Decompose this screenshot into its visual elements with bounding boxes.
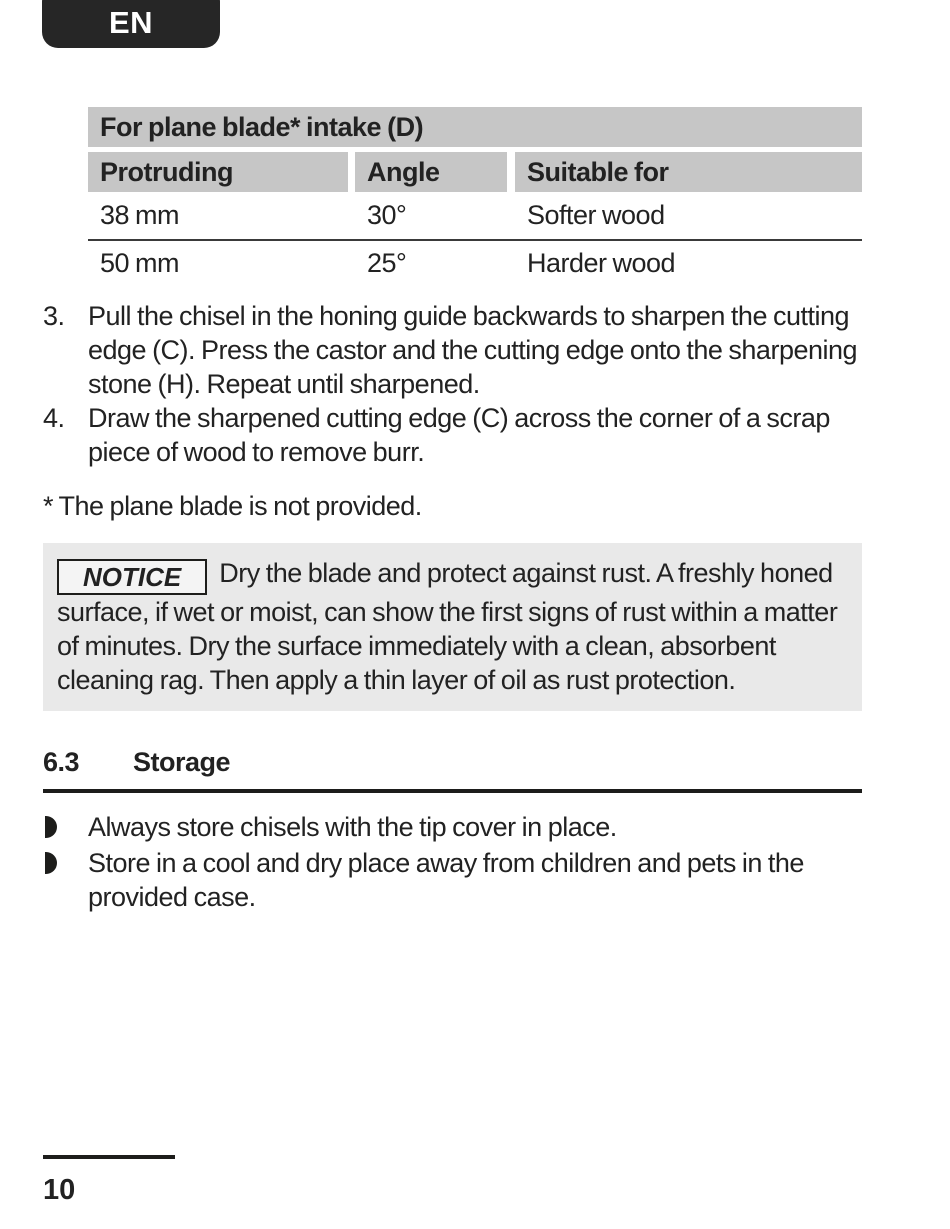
step-number: 3. — [43, 301, 65, 331]
table-title: For plane blade* intake (D) — [88, 107, 862, 147]
half-circle-bullet-icon — [45, 816, 57, 838]
list-item — [43, 846, 862, 914]
table-cell-angle: 25° — [367, 248, 407, 278]
step-text: Pull the chisel in the honing guide backwards to sharpen the cutting edge (C). Press the castor and the cutting edge onto the sharpening stone (H). Repeat until sharpened. — [88, 301, 858, 399]
instruction-steps — [43, 299, 862, 469]
step-item — [43, 401, 862, 469]
table-header-row — [88, 152, 862, 192]
notice-paragraph — [57, 556, 848, 697]
list-item-text: Always store chisels with the tip cover in place. — [88, 812, 617, 842]
footnote: * The plane blade is not provided. — [43, 491, 422, 521]
manual-page-content — [43, 0, 862, 914]
notice-box — [43, 543, 862, 711]
language-badge-label: EN — [108, 5, 154, 40]
section-number: 6.3 — [43, 747, 80, 777]
step-item — [43, 299, 862, 401]
table-header-protruding: Protruding — [88, 152, 348, 192]
section-title: Storage — [133, 747, 231, 777]
table-cell-suitable-for: Softer wood — [527, 200, 665, 230]
table-header-suitable-for: Suitable for — [515, 152, 862, 192]
list-item — [43, 810, 862, 846]
table-cell-suitable-for: Harder wood — [527, 248, 676, 278]
table-cell-protruding: 50 mm — [100, 248, 180, 278]
table-cell-protruding: 38 mm — [100, 200, 180, 230]
storage-bullet-list — [43, 810, 862, 914]
table-cell-angle: 30° — [367, 200, 407, 230]
table-header-angle: Angle — [355, 152, 507, 192]
footer-divider — [43, 1155, 175, 1159]
page-number: 10 — [43, 1174, 76, 1206]
notice-text: Dry the blade and protect against rust. A freshly honed surface, if wet or moist, can show the first signs of rust within a matter of minutes. Dry the surface immediately with a clean, absorbent cleaning rag. Then apply a thin layer of oil as rust protection. — [57, 558, 838, 695]
half-circle-bullet-icon — [45, 852, 57, 874]
step-number: 4. — [43, 403, 65, 433]
table-row — [88, 239, 862, 286]
plane-blade-intake-table — [88, 107, 862, 286]
table-row — [88, 192, 862, 239]
step-text: Draw the sharpened cutting edge (C) across the corner of a scrap piece of wood to remove burr. — [88, 403, 830, 467]
section-heading-storage — [43, 747, 862, 793]
notice-label: NOTICE — [57, 559, 207, 595]
list-item-text: Store in a cool and dry place away from children and pets in the provided case. — [88, 848, 804, 912]
